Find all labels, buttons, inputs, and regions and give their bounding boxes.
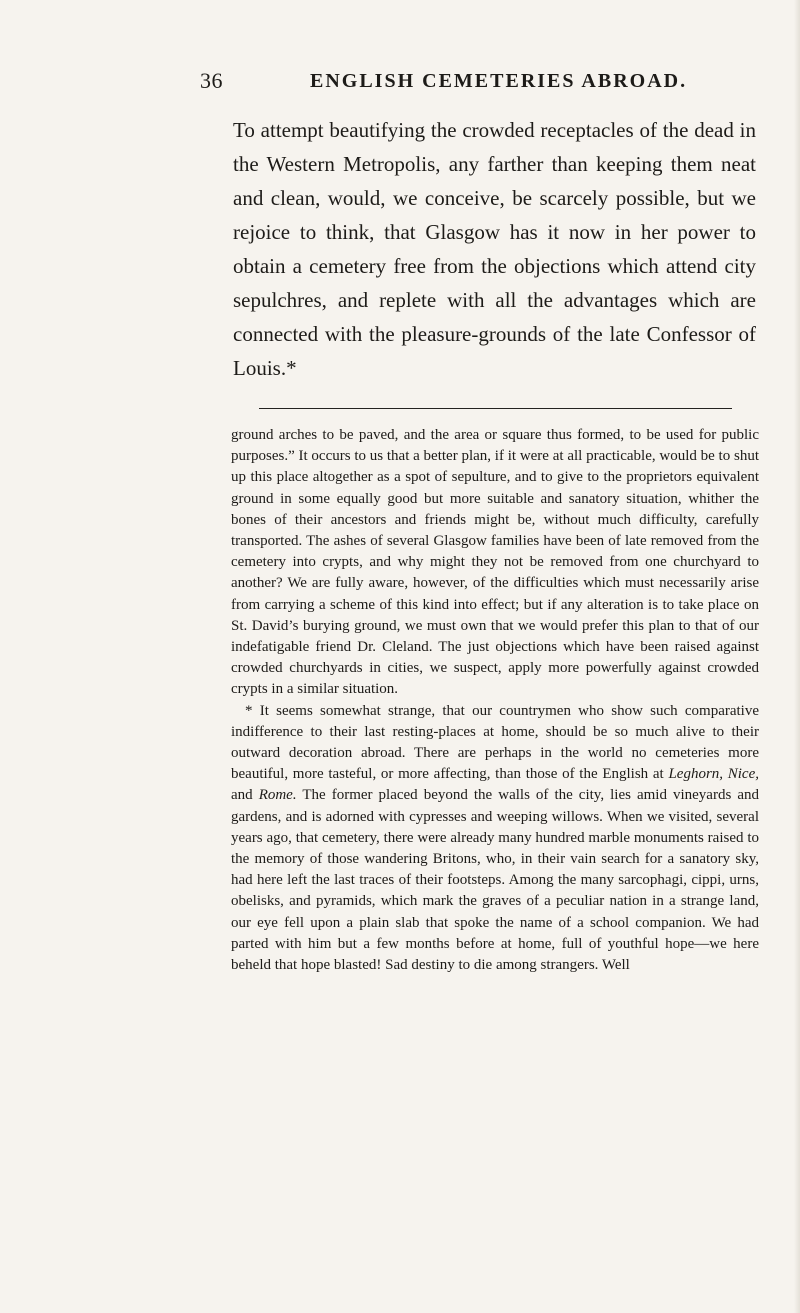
footnote-star-text-1: It seems somewhat strange, that our countrymen who show such comparative indifference to their last resting-places at home, should be so much alive to their outward decoration abroad. There are perhaps in the world no cemeteries more beautiful, more tasteful, or more affecting, than those of the English at xyxy=(231,702,759,783)
place-nice: Nice, xyxy=(727,766,759,783)
place-leghorn: Leghorn, xyxy=(668,766,724,783)
footnote-star xyxy=(231,701,759,977)
page-number: 36 xyxy=(200,68,223,93)
footnote-rule xyxy=(259,408,732,409)
footnote-star-text-2: The former placed beyond the walls of the city, lies amid vineyards and gardens, and is adorned with cypresses and weeping willows. When we visited, several years ago, that cemetery, there were already many hundred marble monuments raised to the memory of those wandering Britons, who, in their vain search for a sanatory sky, had here left the last traces of their footsteps. Among the many sarcophagi, cippi, urns, obelisks, and pyramids, which mark the graves of a peculiar nation in a strange land, our eye fell upon a plain slab that spoke the name of a school companion. We had parted with him but a few months before at home, full of youthful hope—we here beheld that hope blasted! Sad destiny to die among strangers. Well xyxy=(231,787,759,974)
running-head xyxy=(200,68,760,98)
place-rome: Rome. xyxy=(258,787,297,804)
page-edge-shadow xyxy=(794,0,800,1313)
main-text xyxy=(233,113,756,385)
footnotes xyxy=(231,425,759,976)
footnote-continued: ground arches to be paved, and the area or square thus formed, to be used for public purposes.” It occurs to us that a better plan, if it were at all practicable, would be to shut up this place altogether as a spot of sepulture, and to give to the proprietors equivalent ground in some equally good but more suitable and sanatory situation, whither the bones of their ancestors and friends might be, without much difficulty, carefully transported. The ashes of several Glasgow families have been of late removed from the cemetery into crypts, and why might they not be removed from one churchyard to another? We are fully aware, however, of the difficulties which must necessarily arise from carrying a scheme of this kind into effect; but if any alteration is to take place on St. David’s burying ground, we must own that we would prefer this plan to that of our indefatigable friend Dr. Cleland. The just objections which have been raised against crowded churchyards in cities, we suspect, apply more powerfully against crowded crypts in a similar situation. xyxy=(231,427,759,698)
footnote-star-marker: * xyxy=(245,702,253,719)
body-paragraph: To attempt beautifying the crowded receptacles of the dead in the Western Metropolis, any farther than keeping them neat and clean, would, we conceive, be scarcely possible, but we rejoice to think, that Glasgow has it now in her power to obtain a cemetery free from the objections which attend city sepulchres, and replete with all the advantages which are connected with the pleasure-grounds of the late Confessor of Louis.* xyxy=(233,118,756,380)
running-title: ENGLISH CEMETERIES ABROAD. xyxy=(310,70,688,92)
footnote-and: and xyxy=(231,787,259,804)
